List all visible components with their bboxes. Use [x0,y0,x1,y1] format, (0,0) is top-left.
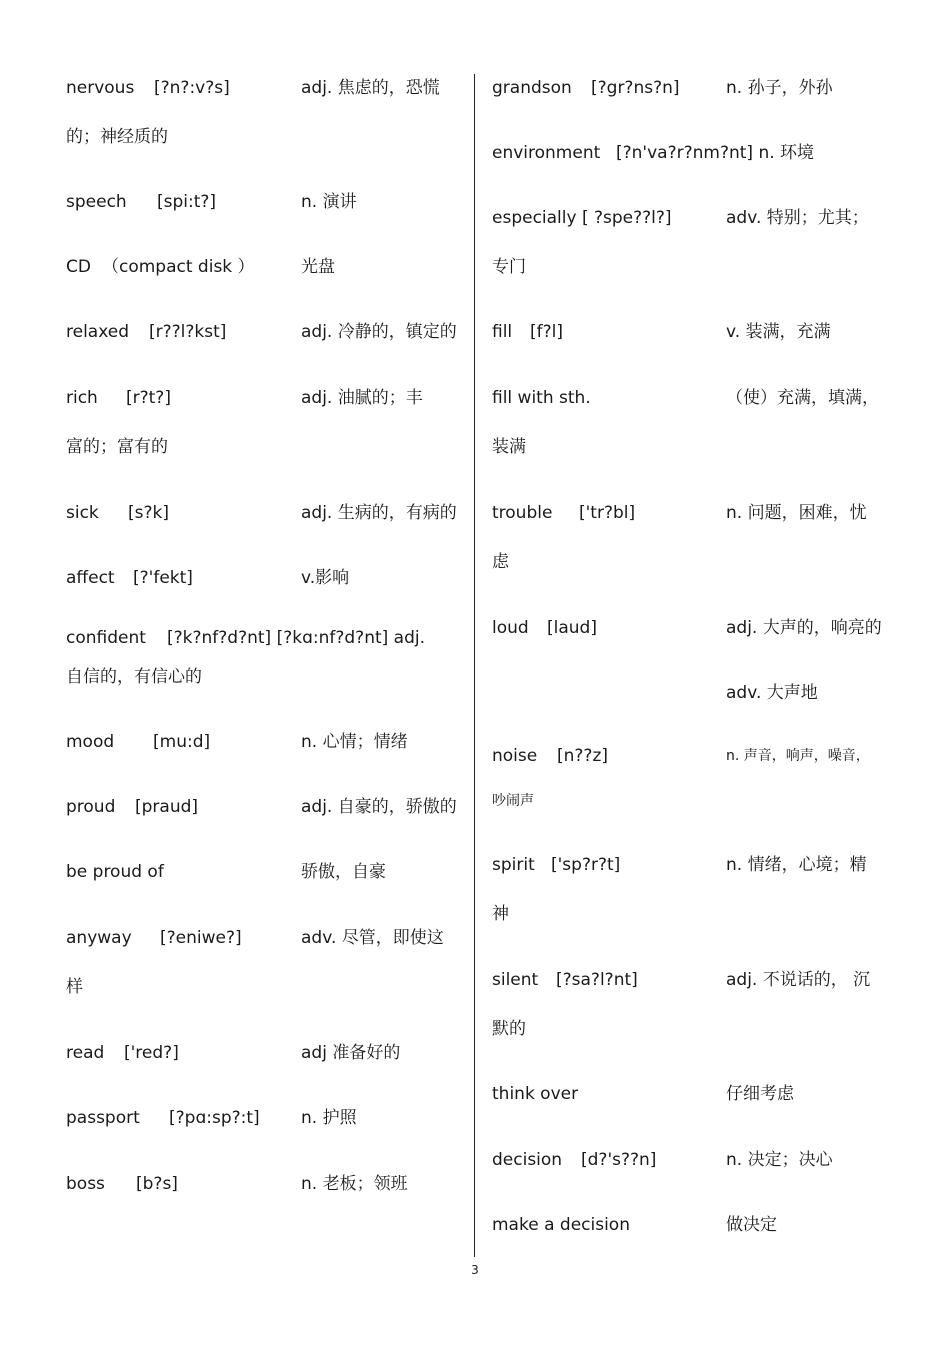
entry-word: environment [492,143,601,163]
page-number: 3 [471,1263,479,1277]
entry-word: read [66,1043,105,1063]
entry-meaning: 做决定 [726,1215,777,1235]
entry-phonetic: [?sa?l?nt] [556,970,638,990]
entry-word: anyway [66,928,132,948]
entry-phonetic: [?n'va?r?nm?nt] n. 环境 [616,143,815,163]
entry-meaning: n. 老板；领班 [301,1174,408,1194]
entry-meaning: n. 演讲 [301,192,357,212]
entry-word: passport [66,1108,140,1128]
entry-continuation: 吵闹声 [492,793,534,809]
entry-phonetic: [n??z] [557,746,609,766]
entry-phonetic: [d?'s??n] [581,1150,657,1170]
entry-phonetic: ['red?] [124,1043,179,1063]
entry-word: confident [66,628,146,648]
entry-phonetic: [?pɑ:sp?:t] [169,1108,260,1128]
entry-word: grandson [492,78,572,98]
entry-word: affect [66,568,115,588]
entry-continuation: 样 [66,977,83,997]
entry-phonetic: [f?l] [530,322,563,342]
entry-word: fill [492,322,513,342]
entry-meaning: adv. 特别；尤其； [726,208,869,228]
entry-word: noise [492,746,538,766]
entry-meaning: adj 准备好的 [301,1043,401,1063]
entry-second-meaning: adv. 大声地 [726,683,818,703]
entry-meaning: adj. 不说话的， 沉 [726,970,871,990]
entry-word: make a decision [492,1215,630,1235]
entry-word: especially [ ?spe??l?] [492,208,672,228]
entry-word: loud [492,618,529,638]
entry-meaning: v.影响 [301,568,350,588]
entry-phonetic: [laud] [547,618,597,638]
entry-meaning: 骄傲，自豪 [301,862,386,882]
entry-word: rich [66,388,98,408]
entry-phonetic: [?'fekt] [133,568,193,588]
entry-phonetic: [r?t?] [126,388,171,408]
entry-phonetic: （compact disk ） [102,257,255,277]
entry-phonetic: ['tr?bl] [579,503,636,523]
entry-phonetic: [?n?:v?s] [154,78,230,98]
entry-word: decision [492,1150,563,1170]
entry-meaning: adj. 油腻的；丰 [301,388,423,408]
entry-word: boss [66,1174,105,1194]
entry-continuation: 的；神经质的 [66,127,168,147]
entry-meaning: adj. 生病的，有病的 [301,503,457,523]
entry-meaning: n. 问题，困难，忧 [726,503,867,523]
entry-continuation: 专门 [492,257,526,277]
entry-word: spirit [492,855,535,875]
entry-word: speech [66,192,127,212]
entry-meaning: n. 决定；决心 [726,1150,833,1170]
entry-word: think over [492,1084,579,1104]
entry-continuation: 神 [492,904,509,924]
entry-word: mood [66,732,115,752]
entry-meaning: v. 装满，充满 [726,322,831,342]
entry-meaning: adj. 焦虑的，恐慌 [301,78,440,98]
column-divider [474,74,475,1257]
entry-meaning: n. 孙子，外孙 [726,78,833,98]
entry-phonetic: ['sp?r?t] [551,855,621,875]
entry-meaning: 光盘 [301,257,335,277]
entry-continuation: 富的；富有的 [66,437,168,457]
entry-meaning: n. 护照 [301,1108,357,1128]
entry-meaning: adv. 尽管，即使这 [301,928,444,948]
entry-meaning: adj. 自豪的，骄傲的 [301,797,457,817]
entry-phonetic: [mu:d] [153,732,211,752]
entry-meaning: n. 声音，响声，噪音， [726,748,870,764]
entry-phonetic: [?gr?ns?n] [591,78,680,98]
entry-phonetic: [r??l?kst] [149,322,227,342]
entry-phonetic: [s?k] [128,503,169,523]
entry-meaning: 仔细考虑 [726,1084,794,1104]
entry-continuation: 虑 [492,552,509,572]
entry-continuation: 装满 [492,437,526,457]
entry-word: CD [66,257,91,277]
entry-word: be proud of [66,862,164,882]
entry-meaning: adj. 大声的，响亮的 [726,618,882,638]
entry-meaning: （使）充满，填满， [726,388,879,408]
entry-phonetic: [?eniwe?] [160,928,242,948]
entry-word: relaxed [66,322,130,342]
entry-meaning: n. 心情；情绪 [301,732,408,752]
entry-word: proud [66,797,116,817]
entry-phonetic: [spi:t?] [157,192,217,212]
entry-phonetic: [praud] [135,797,199,817]
entry-word: trouble [492,503,553,523]
entry-word: sick [66,503,99,523]
entry-phonetic: [?k?nf?d?nt] [?kɑ:nf?d?nt] adj. [167,628,426,648]
entry-word: fill with sth. [492,388,591,408]
entry-meaning: adj. 冷静的，镇定的 [301,322,457,342]
entry-phonetic: [b?s] [136,1174,178,1194]
entry-word: nervous [66,78,135,98]
entry-continuation: 默的 [492,1019,526,1039]
entry-meaning: n. 情绪，心境；精 [726,855,867,875]
entry-continuation: 自信的，有信心的 [66,667,202,687]
entry-word: silent [492,970,539,990]
